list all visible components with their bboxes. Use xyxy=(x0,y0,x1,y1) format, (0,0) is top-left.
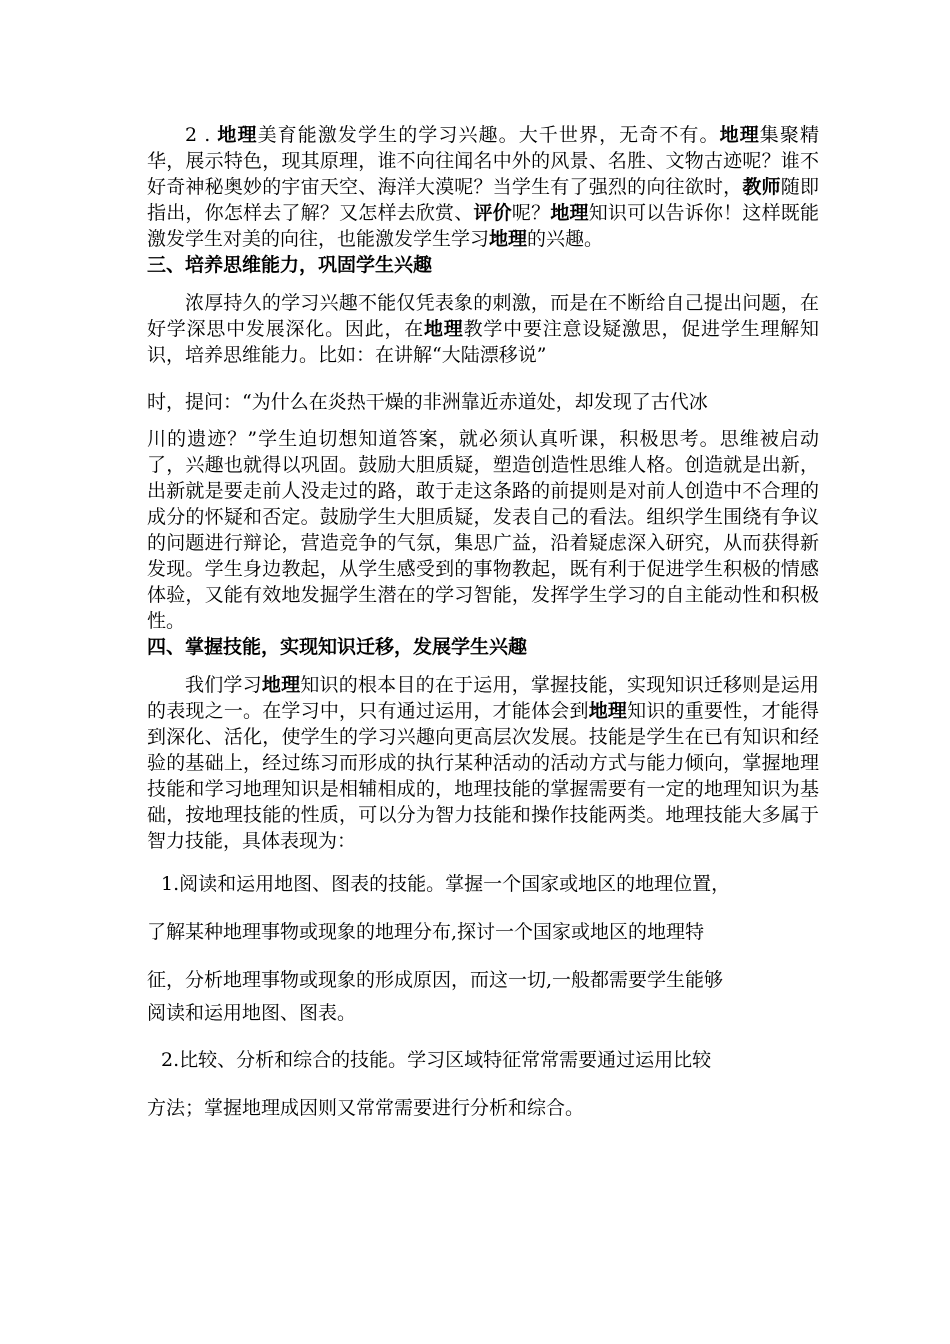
paragraph-thinking-continued: 川的遗迹？”学生迫切想知道答案，就必须认真听课，积极思考。思维被启动了，兴趣也就得以巩固。鼓励大胆质疑，塑造创造性思维人格。创造就是出新，出新就是要走前人没走过的路，敢于走这条路的前提则是对前人创造中不合理的成分的怀疑和否定。鼓励学生大胆质疑，发表自己的看法。组织学生围绕有争议的问题进行辩论，营造竞争的气氛，集思广益，沿着疑虑深入研究，从而获得新发现。学生身边教起，从学生感受到的事物教起，既有利于促进学生积极的情感体验，又能有效地发掘学生潜在的学习智能，发挥学生学习的自主能动性和积极性。 xyxy=(147,428,819,632)
keyword: 地理 xyxy=(550,202,589,224)
skill-item-1-line: 征，分析地理事物或现象的形成原因，而这一切,一般都需要学生能够 xyxy=(147,969,724,991)
document-page xyxy=(147,122,819,1132)
skill-item-2-line: 2.比较、分析和综合的技能。学习区域特征常常需要通过运用比较 xyxy=(161,1049,712,1071)
keyword: 评价 xyxy=(473,202,512,224)
section-heading-4: 四、掌握技能，实现知识迁移，发展学生兴趣 xyxy=(147,636,528,658)
keyword: 地理 xyxy=(489,228,528,250)
paragraph-aesthetic-interest xyxy=(147,122,819,252)
text-run: 浓厚持久的学习兴趣不能仅凭表象的刺激，而是在不断给自己提出问题，在好学深思中发展深化。因此，在 xyxy=(147,292,819,340)
keyword: 地理 xyxy=(719,124,760,146)
text-run: 随即指出，你怎样去了解？又怎样去欣赏、 xyxy=(147,176,819,224)
skill-item-1-line: 阅读和运用地图、图表。 xyxy=(147,1002,357,1024)
keyword: 教师 xyxy=(742,176,781,198)
paragraph-skills-transfer xyxy=(147,672,819,854)
list-number: 2 . xyxy=(185,124,218,146)
keyword: 地理 xyxy=(261,674,301,696)
text-run: 美育能激发学生的学习兴趣。大千世界，无奇不有。 xyxy=(257,124,720,146)
text-run: 教学中要注意设疑激思，促进学生理解知识，培养思维能力。比如：在讲解“大陆漂移说” xyxy=(147,318,819,366)
keyword: 地理 xyxy=(588,700,628,722)
text-run: 知识的根本目的在于运用，掌握技能，实现知识迁移则是运用的表现之一。在学习中，只有通过运用，才能体会到 xyxy=(147,674,819,722)
paragraph-thinking-ability xyxy=(147,290,819,368)
keyword: 地理 xyxy=(424,318,464,340)
paragraph-question-line: 时，提问：“为什么在炎热干燥的非洲靠近赤道处，却发现了古代冰 xyxy=(147,391,708,413)
skill-item-1-line: 1.阅读和运用地图、图表的技能。掌握一个国家或地区的地理位置， xyxy=(161,873,731,895)
skill-item-2 xyxy=(147,1036,819,1132)
skill-item-2-line: 方法；掌握地理成因则又常常需要进行分析和综合。 xyxy=(147,1097,585,1119)
text-run: 集聚精华，展示特色，现其原理，谁不向往闻名中外的风景、名胜、文物古迹呢？谁不好奇神秘奥妙的宇宙天空、海洋大漠呢？当学生有了强烈的向往欲时， xyxy=(147,124,819,198)
section-heading-3: 三、培养思维能力，巩固学生兴趣 xyxy=(147,254,433,276)
text-run: 知识可以告诉你！这样既能激发学生对美的向往，也能激发学生学习 xyxy=(147,202,819,250)
text-run: 的兴趣。 xyxy=(527,228,604,250)
text-run: 知识的重要性，才能得到深化、活化，使学生的学习兴趣向更高层次发展。技能是学生在已有知识和经验的基础上，经过练习而形成的执行某种活动的活动方式与能力倾向，掌握地理技能和学习地理知识是相辅相成的，地理技能的掌握需要有一定的地理知识为基础，按地理技能的性质，可以分为智力技能和操作技能两类。地理技能大多属于智力技能，具体表现为： xyxy=(147,700,819,852)
keyword: 地理 xyxy=(217,124,258,146)
text-run: 我们学习 xyxy=(185,674,262,696)
text-run: 呢？ xyxy=(511,202,551,224)
skill-item-1 xyxy=(147,860,819,1026)
skill-item-1-line: 了解某种地理事物或现象的地理分布,探讨一个国家或地区的地理特 xyxy=(147,921,705,943)
